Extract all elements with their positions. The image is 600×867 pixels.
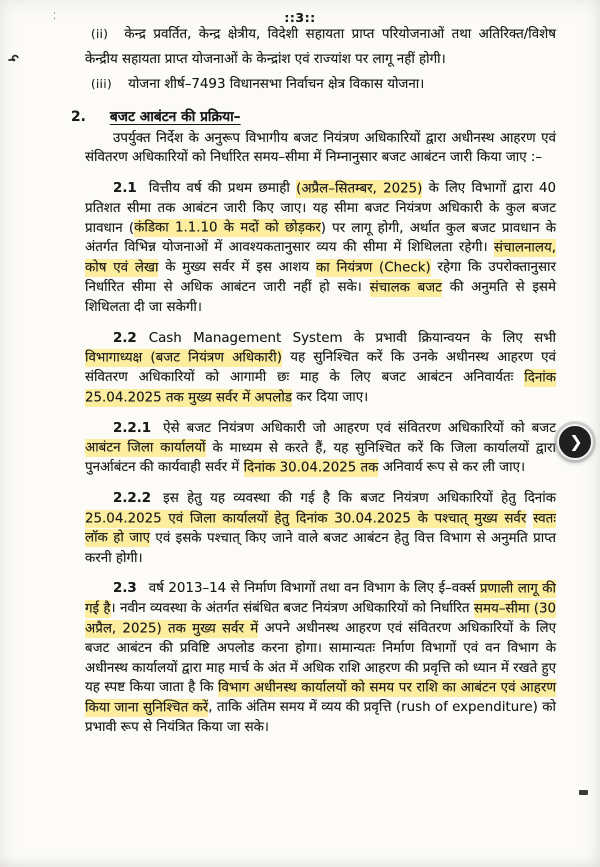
highlighted-text: दिनांक 25.04.2025 तक मुख्य सर्वर में अपलोड	[85, 370, 556, 406]
section-paragraph	[85, 419, 556, 478]
section-paragraph	[85, 329, 556, 408]
list-item	[85, 72, 556, 98]
text-run: वित्तीय वर्ष की प्रथम छमाही	[148, 181, 297, 197]
text-run: के लिए विभागों द्वारा 40 प्रतिशत सीमा तक आबंटन जारी किए जाए। यह सीमा बजट नियंत्रण अधिकारी के कुल बजट प्रावधान (	[85, 181, 556, 236]
highlighted-text: प्रणाली लागू की गई है	[85, 581, 556, 617]
list-item	[85, 22, 556, 72]
section-number: 2.3	[113, 581, 137, 597]
highlighted-text: संचालनालय, कोष एवं लेखा	[85, 240, 556, 276]
text-run: इस हेतु यह व्यवस्था की गई है कि बजट नियंत्रण अधिकारियों हेतु दिनांक	[163, 491, 556, 507]
highlighted-text: 25.04.2025 एवं जिला कार्यालयों हेतु दिनांक 30.04.2025 के पश्चात् मुख्य सर्वर	[85, 511, 527, 527]
text-run: रहेगा कि उपरोक्तानुसार निर्धारित सीमा से अधिक आबंटन जारी नहीं हो सके।	[85, 260, 556, 296]
document-body	[0, 22, 600, 738]
highlighted-text: का नियंत्रण (Check)	[315, 260, 431, 276]
text-run: अनिवार्य रूप से कर ली जाए।	[378, 460, 526, 476]
highlighted-text: संचालक बजट	[369, 280, 442, 296]
text-run: यह सुनिश्चित करें कि उनके अधीनस्थ आहरण एवं संवितरण अधिकारियों को आगामी छः माह के लिए बजट आबंटन अनिवार्यतः	[85, 350, 556, 386]
section-paragraph	[85, 579, 556, 737]
scan-mark-icon: ⁚	[53, 12, 56, 22]
highlighted-text: स्वतः लॉक हो जाए	[85, 511, 556, 546]
section-heading	[71, 107, 556, 126]
text-run: कर दिया जाए।	[292, 390, 369, 406]
text-run: के मुख्य सर्वर में इस आशय	[158, 260, 316, 276]
text-run: । नवीन व्यवस्था के अंतर्गत संबंधित बजट नियंत्रण अधिकारियों को निर्धारित	[110, 601, 474, 617]
scan-artifact	[579, 790, 588, 795]
section-paragraph	[85, 489, 556, 568]
item-label: (iii)	[91, 77, 113, 91]
highlighted-text: (अप्रैल–सितम्बर, 2025)	[296, 181, 423, 197]
section-heading-number: 2.	[71, 108, 86, 125]
section-number: 2.2.2	[113, 491, 152, 507]
document-items	[85, 22, 556, 98]
text-run	[526, 511, 533, 526]
text-run: , ताकि अंतिम समय में व्यय की प्रवृत्ति (rush of expenditure) को प्रभावी रूप से नियंत्रित किया जा सके।	[85, 700, 556, 736]
next-page-button[interactable]	[557, 424, 593, 460]
text-run: के माध्यम से करते हैं, यह सुनिश्चित करें कि जिला कार्यालयों द्वारा पुनर्आबंटन की कार्यवाही सर्वर में	[85, 440, 556, 476]
section-heading-title: बजट आबंटन की प्रक्रिया–	[109, 108, 241, 125]
highlighted-text: कंडिका 1.1.10 के मदों को छोड़कर	[134, 220, 321, 236]
text-run: योजना शीर्ष–7493 विधानसभा निर्वाचन क्षेत्र विकास योजना।	[128, 77, 425, 92]
text-run: केन्द्र प्रवर्तित, केन्द्र क्षेत्रीय, विदेशी सहायता प्राप्त परियोजनाओं तथा अतिरिक्त/विशेष केन्द्रीय सहायता प्राप्त योजनाओं के केन्द्रांश एवं राज्यांश पर लागू नहीं होगी।	[85, 27, 556, 67]
chevron-right-icon: ❯	[569, 432, 583, 451]
text-run: की अनुमति से इसमे शिथिलता दी जा सकेगी।	[85, 280, 556, 315]
section-number: 2.2.1	[113, 420, 152, 436]
highlighted-text: दिनांक 30.04.2025 तक	[243, 460, 379, 476]
text-run: अपने अधीनस्थ आहरण एवं संवितरण अधिकारियों के लिए बजट आबंटन की प्रविष्टि अपलोड करना होगा। सामान्यतः निर्माण विभागों एवं वन विभाग के अधीनस्थ कार्यालयों द्वारा माह मार्च के अंत में अधिक राशि आहरण की प्रवृत्ति को ध्यान में रखते हुए यह स्पष्ट किया जाता है कि	[85, 621, 556, 696]
highlighted-text: आबंटन जिला कार्यालयों	[85, 440, 206, 456]
highlighted-text: विभागाध्यक्ष (बजट नियंत्रण अधिकारी)	[85, 350, 282, 366]
text-run: वर्ष 2013–14 से निर्माण विभागों तथा वन विभाग के लिए ई–वर्क्स	[148, 581, 480, 597]
intro-paragraph: उपर्युक्त निर्देश के अनुरूप विभागीय बजट नियंत्रण अधिकारियों द्वारा अधीनस्थ आहरण एवं संवितरण अधिकारियों को निर्धारित समय–सीमा में निम्नानुसार बजट आबंटन जारी किया जाए :–	[85, 130, 556, 166]
highlighted-text: समय–सीमा (30 अप्रैल, 2025) तक मुख्य सर्वर में	[85, 601, 556, 637]
handwritten-margin-numeral: ५	[4, 53, 24, 63]
page-number: ::3::	[284, 10, 316, 25]
text-run: एवं इसके पश्चात् किए जाने वाले बजट आबंटन हेतु वित्त विभाग से अनुमति प्राप्त करनी होगी।	[85, 530, 556, 566]
text-run: Cash Management System के प्रभावी क्रियान्वयन के लिए सभी	[148, 330, 556, 346]
section-number: 2.2	[113, 330, 137, 346]
item-label: (ii)	[91, 27, 109, 41]
section-paragraph	[85, 179, 556, 318]
highlighted-text: विभाग अधीनस्थ कार्यालयों को समय पर राशि का आबंटन एवं आहरण किया जाना सुनिश्चित करें	[85, 680, 557, 716]
document-sections	[85, 179, 556, 738]
section-number: 2.1	[113, 181, 137, 197]
text-run: ऐसे बजट नियंत्रण अधिकारी जो आहरण एवं संवितरण अधिकारियों को बजट	[163, 420, 556, 436]
text-run: ) पर लागू होगी, अर्थात कुल बजट प्रावधान के अंतर्गत विभिन्न योजनाओं में आवश्यकतानुसार व्यय की सीमा में शिथिलता रहेगी।	[85, 220, 556, 256]
